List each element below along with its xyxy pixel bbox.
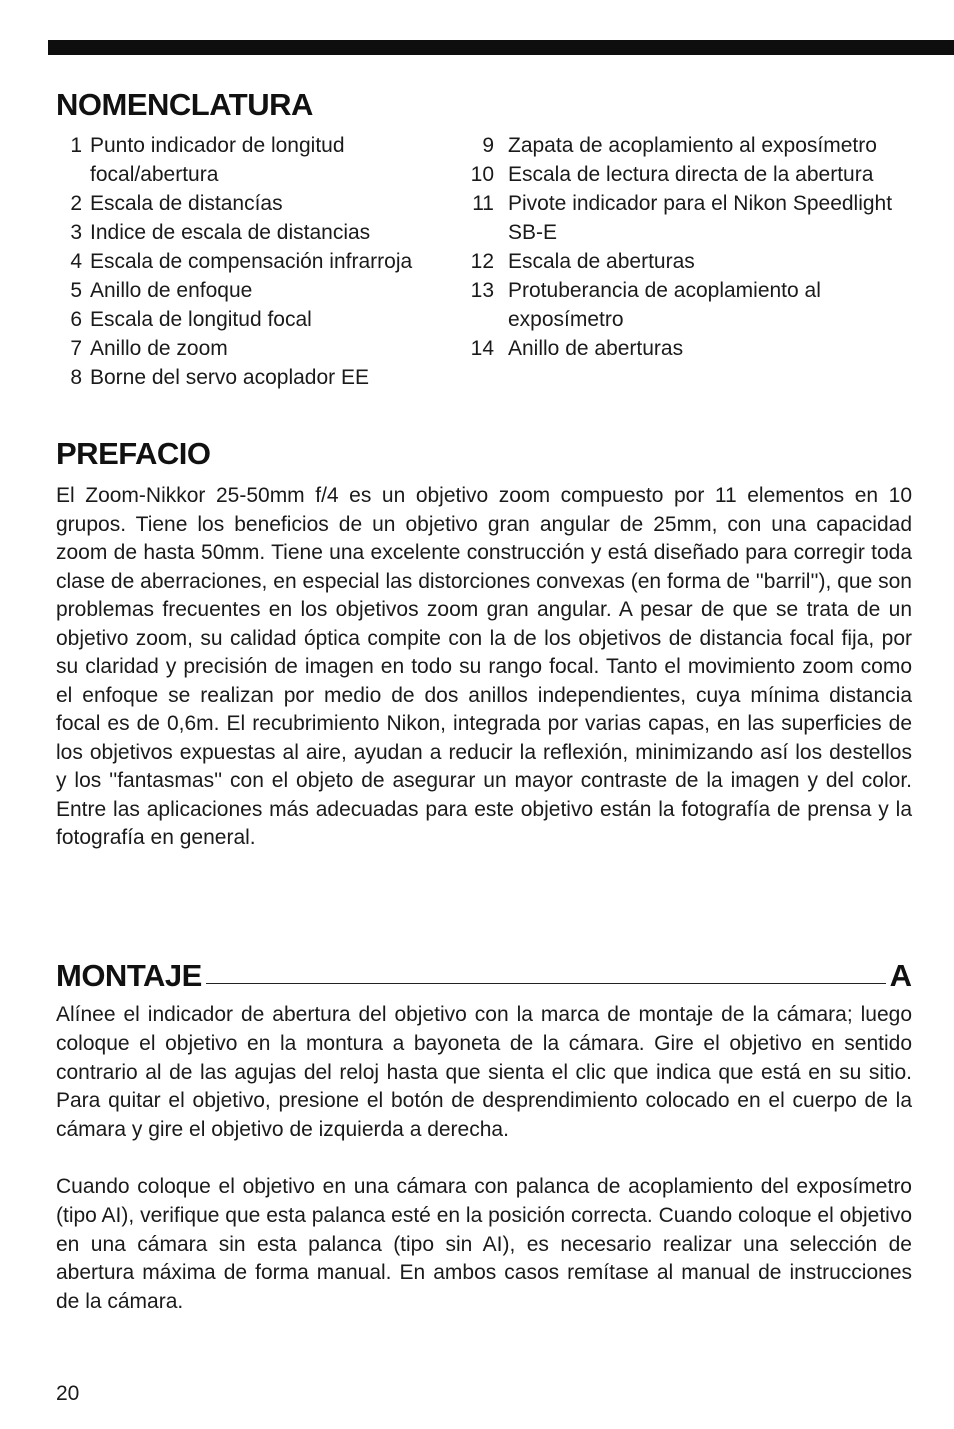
item-number: 3 [70,221,82,244]
nomenclatura-item [50,363,450,392]
heading-rule [206,983,886,984]
nomenclatura-list-right [464,131,904,363]
item-text: Borne del servo acoplador EE [90,366,369,389]
item-number: 4 [70,250,82,273]
nomenclatura-item [50,305,450,334]
item-text: Escala de longitud focal [90,308,312,331]
item-number: 2 [70,192,82,215]
item-number: 9 [482,134,494,157]
section-marker: A [889,958,912,993]
item-number: 13 [470,279,494,302]
item-text: Escala de lectura directa de la abertura [508,163,874,186]
item-number: 8 [70,366,82,389]
item-text: Punto indicador de longitud focal/abertura [90,134,345,186]
item-number: 12 [470,250,494,273]
item-number: 10 [470,163,494,186]
montaje-paragraph-2: Cuando coloque el objetivo en una cámara con palanca de acoplamiento del exposímetro (tipo AI), verifique que esta palanca esté en la posición correcta. Cuando coloque el objetivo en una cámara sin esta palanca (tipo sin AI), es necesario realizar una selección de abertura máxima de forma manual. En ambos casos remítase al manual de instrucciones de la cámara. [56,1175,912,1314]
nomenclatura-item [50,247,450,276]
nomenclatura-item [50,131,450,189]
nomenclatura-item [464,189,904,247]
item-text: Escala de aberturas [508,250,695,273]
nomenclatura-item [464,160,904,189]
item-text: Anillo de enfoque [90,279,253,302]
item-number: 1 [70,134,82,157]
item-text: Protuberancia de acoplamiento al exposímetro [508,279,821,331]
item-text: Anillo de zoom [90,337,228,360]
item-number: 11 [472,192,494,215]
montaje-paragraph-1: Alínee el indicador de abertura del objetivo con la marca de montaje de la cámara; luego coloque el objetivo en la montura a bayoneta de la cámara. Gire el objetivo en sentido contrario al de las agujas del reloj hasta que sienta el clic que indica que está en su sitio. Para quitar el objetivo, presione el botón de desprendimiento colocado en el cuerpo de la cámara y gire el objetivo de izquierda a derecha. [56,1003,912,1142]
header-bar [48,40,954,55]
page-number: 20 [56,1382,80,1405]
prefacio-paragraph: El Zoom-Nikkor 25-50mm f/4 es un objetivo zoom compuesto por 11 elementos en 10 grupos. Tiene los beneficios de un objetivo gran angular de 25mm, con una capacidad zoom de hasta 50mm. Tiene una excelente construcción y está diseñado para corregir toda clase de aberraciones, en especial las distorciones convexas (en forma de ''barril''), que son problemas frecuentes en los objetivos zoom gran angular. A pesar de que se trata de un objetivo zoom, su calidad óptica compite con la de los objetivos de distancia focal fija, por su claridad y precisión de imagen en todo su rango focal. Tanto el movimiento zoom como el enfoque se realizan por medio de dos anillos independientes, cuya mínima distancia focal es de 0,6m. El recubrimiento Nikon, integrada por varias capas, en las superficies de los objetivos expuestas al aire, ayudan a reducir la reflexión, minimizando así los destellos y los ''fantasmas'' con el objeto de asegurar un mayor contraste de la imagen y del color. Entre las aplicaciones más adecuadas para este objetivo están la fotografía de prensa y la fotografía en general. [56,484,912,849]
prefacio-heading: PREFACIO [56,436,211,471]
nomenclatura-list-left [50,131,450,392]
nomenclatura-item [50,189,450,218]
item-text: Pivote indicador para el Nikon Speedlight SB-E [508,192,893,244]
item-text: Escala de distancías [90,192,283,215]
item-number: 7 [70,337,82,360]
item-number: 5 [70,279,82,302]
item-text: Anillo de aberturas [508,337,684,360]
nomenclatura-item [464,334,904,363]
nomenclatura-item [464,276,904,334]
nomenclatura-item [50,334,450,363]
item-text: Escala de compensación infrarroja [90,250,413,273]
item-text: Indice de escala de distancias [90,221,371,244]
nomenclatura-item [50,276,450,305]
item-number: 6 [70,308,82,331]
montaje-heading: MONTAJE [56,958,202,993]
item-number: 14 [470,337,494,360]
nomenclatura-item [464,131,904,160]
item-text: Zapata de acoplamiento al exposímetro [508,134,877,157]
montaje-heading-row [56,959,912,993]
nomenclatura-heading: NOMENCLATURA [56,87,313,122]
nomenclatura-item [50,218,450,247]
nomenclatura-item [464,247,904,276]
